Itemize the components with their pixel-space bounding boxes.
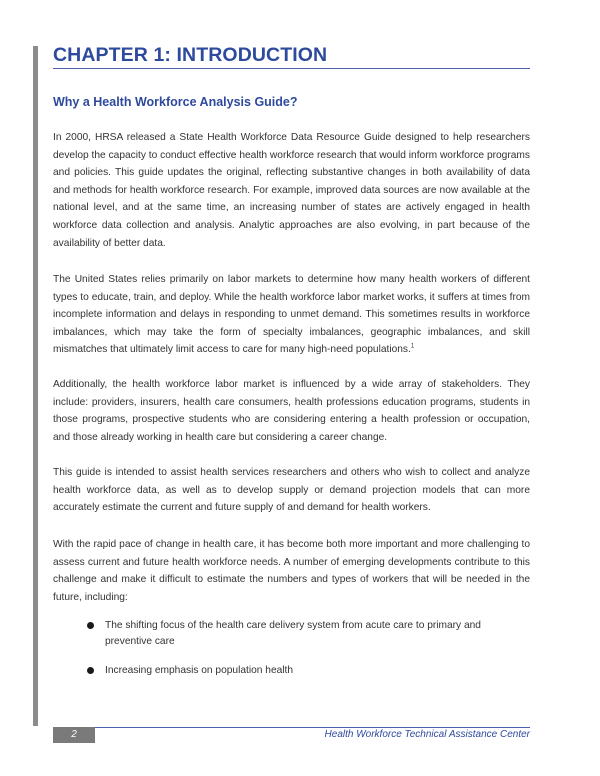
paragraph-2-text: The United States relies primarily on labor markets to determine how many health workers of different types to educate, train, and deploy. While the health workforce labor market works, it suffers at times from incomplete information and delays in responding to unmet demand. This sometimes results in workforce imbalances, which may take the form of specialty imbalances, geographic imbalances, and skill mismatches that ultimately limit access to care for many high-need populations. xyxy=(53,274,530,356)
chapter-title: CHAPTER 1: INTRODUCTION xyxy=(53,44,328,66)
bullet-list xyxy=(53,618,530,679)
paragraph-2 xyxy=(53,271,530,359)
page-number: 2 xyxy=(53,727,95,743)
paragraph-4: This guide is intended to assist health services researchers and others who wish to collect and analyze health workforce data, as well as to develop supply or demand projection models that can more accurately estimate the current and future supply of and demand for health workers. xyxy=(53,467,530,514)
footnote-marker[interactable]: 1 xyxy=(410,343,415,350)
paragraph-3: Additionally, the health workforce labor market is influenced by a wide array of stakeholders. They include: providers, insurers, health care consumers, health professions education programs, students in those programs, prospective students who are considering entering a health profession or occupation, and those already working in health care but considering a career change. xyxy=(53,379,530,443)
bullet-text: Increasing emphasis on population health xyxy=(105,665,294,676)
section-heading: Why a Health Workforce Analysis Guide? xyxy=(53,95,298,109)
list-item xyxy=(53,618,530,650)
list-item xyxy=(53,663,530,679)
footer-organization: Health Workforce Technical Assistance Center xyxy=(324,729,530,740)
title-divider xyxy=(53,68,530,69)
bullet-dot-icon xyxy=(87,622,94,629)
bullet-text: The shifting focus of the health care delivery system from acute care to primary and preventive care xyxy=(105,620,481,647)
left-margin-bar xyxy=(33,46,38,726)
bullet-dot-icon xyxy=(87,667,94,674)
paragraph-1: In 2000, HRSA released a State Health Workforce Data Resource Guide designed to help researchers develop the capacity to conduct effective health workforce research that would inform workforce programs and policies. This guide updates the original, reflecting substantive changes in both availability of data and methods for health workforce research. For example, improved data sources are now available at the national level, and at the same time, an increasing number of states are actively engaged in health workforce data collection and analysis. Analytic approaches are also evolving, in part because of the availability of better data. xyxy=(53,132,530,249)
paragraph-5: With the rapid pace of change in health care, it has become both more important and more challenging to assess current and future health workforce needs. A number of emerging developments contribute to this challenge and make it difficult to estimate the numbers and types of workers that will be needed in the future, including: xyxy=(53,539,530,603)
footer-divider xyxy=(53,727,530,728)
